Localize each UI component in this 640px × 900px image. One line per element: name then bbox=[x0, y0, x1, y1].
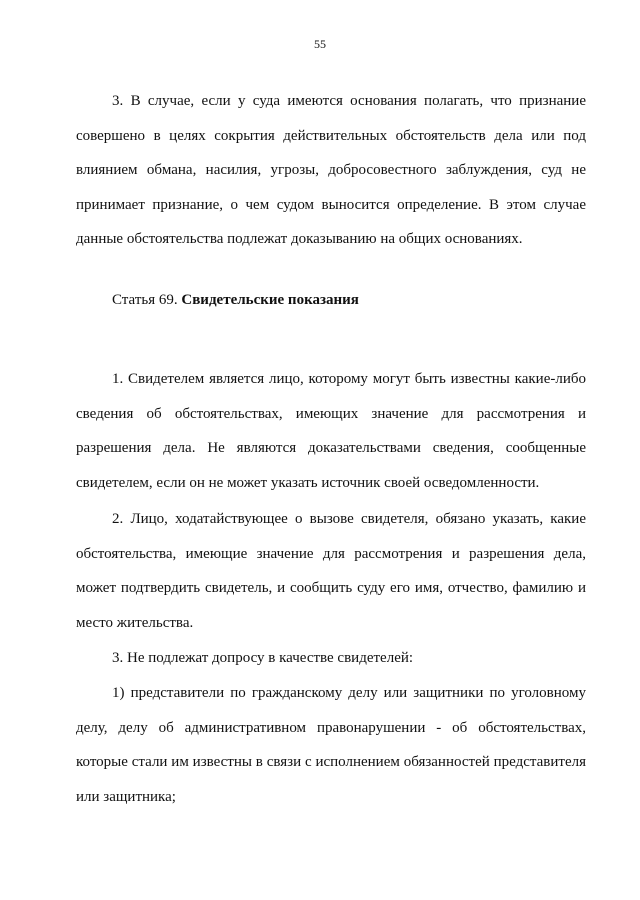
paragraph-2-witness-request: 2. Лицо, ходатайствующее о вызове свидетеля, обязано указать, какие обстоятельства, имеющие значение для рассмотрения и разрешения дела, может подтвердить свидетель, и сообщить суду его имя, отчество, фамилию и место жительства. bbox=[76, 511, 586, 631]
paragraph-3-court-discretion: 3. В случае, если у суда имеются основания полагать, что признание совершено в целях сокрытия действительных обстоятельств дела или под влиянием обмана, насилия, угрозы, добросовестного заблуждения, суд не принимает признание, о чем судом выносится определение. В этом случае данные обстоятельства подлежат доказыванию на общих основаниях. bbox=[76, 93, 586, 247]
article-title: Свидетельские показания bbox=[181, 292, 359, 308]
page-number: 55 bbox=[314, 37, 326, 51]
article-heading bbox=[112, 292, 359, 309]
paragraph-3-not-subject: 3. Не подлежат допросу в качестве свидетелей: bbox=[112, 650, 414, 666]
article-label: Статья 69. bbox=[112, 292, 178, 308]
paragraph-3-item-1: 1) представители по гражданскому делу или защитники по уголовному делу, делу об административном правонарушении - об обстоятельствах, которые стали им известны в связи с исполнением обязанностей представителя или защитника; bbox=[76, 685, 586, 805]
paragraph-1-witness-definition: 1. Свидетелем является лицо, которому могут быть известны какие-либо сведения об обстоятельствах, имеющих значение для рассмотрения и разрешения дела. Не являются доказательствами сведения, сообщенные свидетелем, если он не может указать источник своей осведомленности. bbox=[76, 371, 586, 491]
